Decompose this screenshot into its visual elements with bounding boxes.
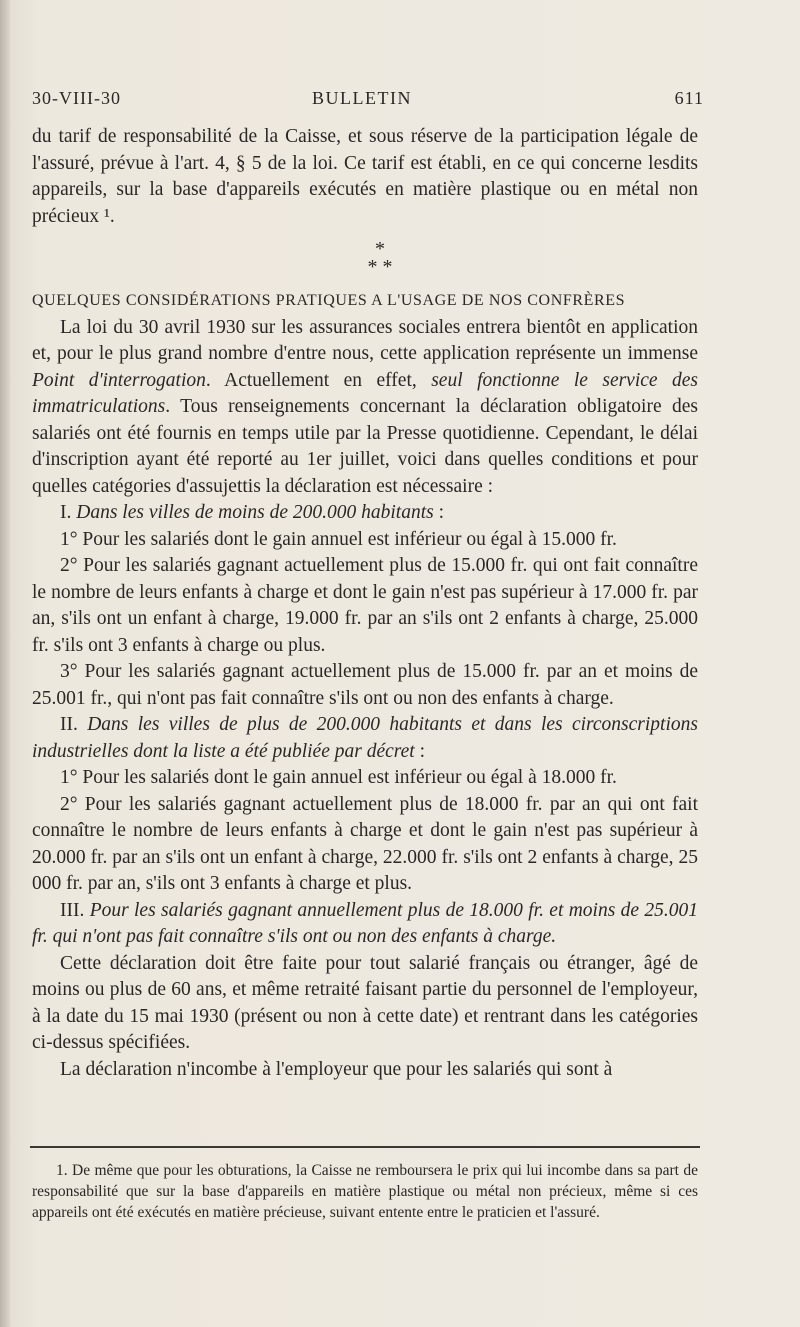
separator-star-top: *	[375, 238, 385, 260]
section-three-number: III.	[60, 899, 90, 921]
section-heading: QUELQUES CONSIDÉRATIONS PRATIQUES A L'USAGE DE NOS CONFRÈRES	[32, 292, 626, 309]
body-text	[32, 124, 698, 1083]
section-three	[32, 898, 698, 951]
page-binding-edge	[0, 0, 10, 1327]
section-one-title: Dans les villes de moins de 200.000 habitants	[76, 502, 434, 523]
emphasis-immatriculations: seul fonctionne le service des immatriculations	[32, 369, 699, 417]
section-one-heading	[32, 500, 698, 527]
section-one-item-2: 2° Pour les salariés gagnant actuellement plus de 15.000 fr. qui ont fait connaître le nombre de leurs enfants à charge et dont le gain n'est pas supérieur à 17.000 fr. par an, s'ils ont un enfant à charge, 19.000 fr. par an s'ils ont 2 enfants à charge, 25.000 fr. s'ils ont 3 enfants à charge ou plus.	[32, 555, 698, 656]
section-two-item-2: 2° Pour les salariés gagnant actuellement plus de 18.000 fr. par an qui ont fait connaître le nombre de leurs enfants à charge et dont le gain n'est pas supérieur à 20.000 fr. par an s'ils ont un enfant à charge, 22.000 fr. s'ils ont 2 enfants à charge, 25 000 fr. par an, s'ils ont 3 enfants à charge et plus.	[32, 793, 698, 894]
header-title: BULLETIN	[312, 88, 412, 108]
footnotes	[32, 1160, 698, 1223]
section-two-title: Dans les villes de plus de 200.000 habitants et dans les circonscriptions industrielles dont la liste a été publiée par décret	[32, 714, 698, 762]
paragraph-law-mid: . Actuellement en effet,	[205, 369, 432, 391]
footnote-rule	[30, 1146, 700, 1148]
section-separator	[32, 240, 698, 276]
paragraph-law-end: . Tous renseignements concernant la déclaration obligatoire des salariés ont été fournis en temps utile par la Presse quotidienne. Cependant, le délai d'inscription ayant été reporté au 1er juillet, voici dans quelles conditions et pour quelles catégories d'assujettis la déclaration est nécessaire :	[32, 396, 698, 497]
page-number: 611	[674, 88, 704, 108]
section-three-title: Pour les salariés gagnant annuellement plus de 18.000 fr. et moins de 25.001 fr. qui n'ont pas fait connaître s'ils ont ou non des enfants à charge.	[32, 899, 698, 947]
section-one-item-1: 1° Pour les salariés dont le gain annuel est inférieur ou égal à 15.000 fr.	[60, 528, 617, 550]
section-two-item-1: 1° Pour les salariés dont le gain annuel est inférieur ou égal à 18.000 fr.	[60, 767, 617, 788]
section-one-number: I.	[60, 502, 77, 523]
emphasis-interrogation: Point d'interrogation	[32, 369, 206, 391]
separator-stars-bottom: * *	[367, 256, 393, 278]
section-one-item-3: 3° Pour les salariés gagnant actuellement plus de 15.000 fr. par an et moins de 25.001 fr., qui n'ont pas fait connaître s'ils ont ou non des enfants à charge.	[32, 661, 698, 709]
section-two-number: II.	[60, 714, 88, 735]
declaration-paragraph: Cette déclaration doit être faite pour tout salarié français ou étranger, âgé de moins ou plus de 60 ans, et même retraité faisant partie du personnel de l'employeur, à la date du 15 mai 1930 (présent ou non à cette date) et rentrant dans les catégories ci-dessus spécifiées.	[32, 952, 698, 1053]
paragraph-law	[32, 315, 698, 501]
paragraph-law-start: La loi du 30 avril 1930 sur les assurances sociales entrera bientôt en application et, pour le plus grand nombre d'entre nous, cette application représente un immense	[32, 316, 698, 364]
running-header	[32, 88, 704, 116]
header-date: 30-VIII-30	[32, 88, 121, 108]
intro-paragraph: du tarif de responsabilité de la Caisse, et sous réserve de la participation légale de l'assuré, prévue à l'art. 4, § 5 de la loi. Ce tarif est établi, en ce qui concerne lesdits appareils, sur la base d'appareils exécutés en matière plastique ou en métal non précieux ¹.	[32, 126, 698, 227]
section-two-colon: :	[414, 740, 426, 762]
last-line: La déclaration n'incombe à l'employeur que pour les salariés qui sont à	[60, 1058, 613, 1080]
footnote-1: 1. De même que pour les obturations, la Caisse ne remboursera le prix qui lui incombe dans sa part de responsabilité que sur la base d'appareils en matière plastique ou métal non précieux, même si ces appareils ont été exécutés en matière précieuse, suivant entente entre le praticien et l'assuré.	[32, 1162, 698, 1221]
section-one-colon: :	[433, 502, 445, 523]
section-two-heading	[32, 712, 698, 765]
